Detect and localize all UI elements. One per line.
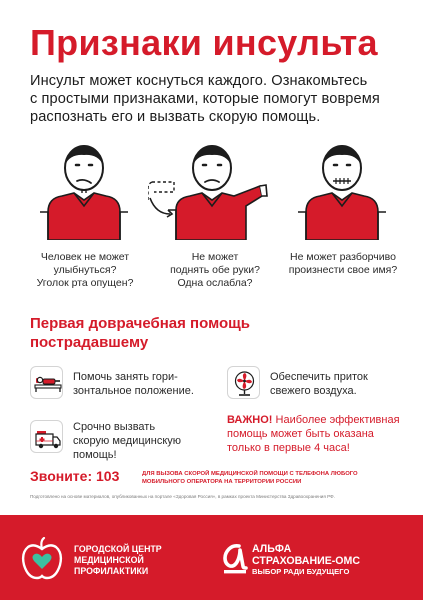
item-line: Срочно вызвать xyxy=(73,421,156,433)
org-name-line: ГОРОДСКОЙ ЦЕНТР xyxy=(74,544,162,554)
symptom-caption-speech xyxy=(278,251,408,277)
caption-line: Одна ослабла? xyxy=(177,277,253,289)
intro-text xyxy=(30,72,400,126)
footer-band xyxy=(0,515,423,600)
insurer-name-line: СТРАХОВАНИЕ-ОМС xyxy=(252,555,361,567)
insurer-name xyxy=(252,543,360,567)
important-line xyxy=(227,413,400,427)
insurer-tagline: ВЫБОР РАДИ БУДУЩЕГО xyxy=(252,567,350,576)
intro-line: с простыми признаками, которые помогут вовремя xyxy=(30,91,380,107)
intro-line: Инсульт может коснуться каждого. Ознакомьтесь xyxy=(30,73,368,89)
apple-heart-logo-icon xyxy=(20,537,64,586)
org-name-line: ПРОФИЛАКТИКИ xyxy=(74,565,149,576)
item-line: скорую медицинскую xyxy=(73,435,182,447)
first-aid-title-line: пострадавшему xyxy=(30,334,149,351)
lying-person-icon xyxy=(30,366,63,399)
source-note: Подготовлено на основе материалов, опубликованных на портале «Здоровая Россия», в рамках проекта Министерства Здравоохранения РФ. xyxy=(30,494,335,499)
item-line: Помочь занять гори- xyxy=(73,371,178,383)
item-line: помощь! xyxy=(73,449,117,461)
symptom-caption-smile xyxy=(20,251,150,290)
intro-line: распознать его и вызвать скорую помощь. xyxy=(30,109,321,125)
important-line: только в первые 4 часа! xyxy=(227,442,350,454)
ambulance-icon xyxy=(30,420,63,453)
page-title: Признаки инсульта xyxy=(30,22,378,63)
emergency-number-note xyxy=(142,470,402,486)
caption-line: Не может xyxy=(191,251,239,263)
insurer-name-line: АЛЬФА xyxy=(252,543,292,555)
first-aid-item-call-ambulance xyxy=(73,420,181,462)
slurred-speech-icon xyxy=(296,140,388,245)
important-label: ВАЖНО! xyxy=(227,414,273,426)
important-line: помощь может быть оказана xyxy=(227,428,374,440)
symptom-caption-arm xyxy=(165,251,265,290)
item-line: Обеспечить приток xyxy=(270,371,368,383)
item-line: зонтальное положение. xyxy=(73,385,194,397)
important-text: Наиболее эффективная xyxy=(272,414,400,426)
caption-line: поднять обе руки? xyxy=(170,264,260,276)
caption-line: улыбнуться? xyxy=(53,264,117,276)
item-line: свежего воздуха. xyxy=(270,385,357,397)
emergency-number: Звоните: 103 xyxy=(30,468,120,484)
caption-line: Не может разборчиво xyxy=(290,251,396,263)
caption-line: произнести свое имя? xyxy=(288,264,398,276)
caption-line: Уголок рта опущен? xyxy=(36,277,134,289)
first-aid-title-line: Первая доврачебная помощь xyxy=(30,315,251,332)
alfa-logo-icon xyxy=(222,542,248,581)
note-line: ДЛЯ ВЫЗОВА СКОРОЙ МЕДИЦИНСКОЙ ПОМОЩИ С ТЕЛЕФОНА ЛЮБОГО xyxy=(142,471,358,477)
org-name-line: МЕДИЦИНСКОЙ xyxy=(74,554,144,565)
first-aid-item-fresh-air xyxy=(270,370,368,398)
first-aid-title xyxy=(30,314,250,352)
fan-icon xyxy=(227,366,260,399)
first-aid-item-lay-down xyxy=(73,370,194,398)
important-note xyxy=(227,413,400,455)
note-line: МОБИЛЬНОГО ОПЕРАТОРА НА ТЕРРИТОРИИ РОССИИ xyxy=(142,479,302,485)
caption-line: Человек не может xyxy=(40,251,130,263)
smile-drooping-face-icon xyxy=(38,140,130,245)
org-name xyxy=(74,544,162,576)
raised-arm-icon xyxy=(148,140,268,245)
